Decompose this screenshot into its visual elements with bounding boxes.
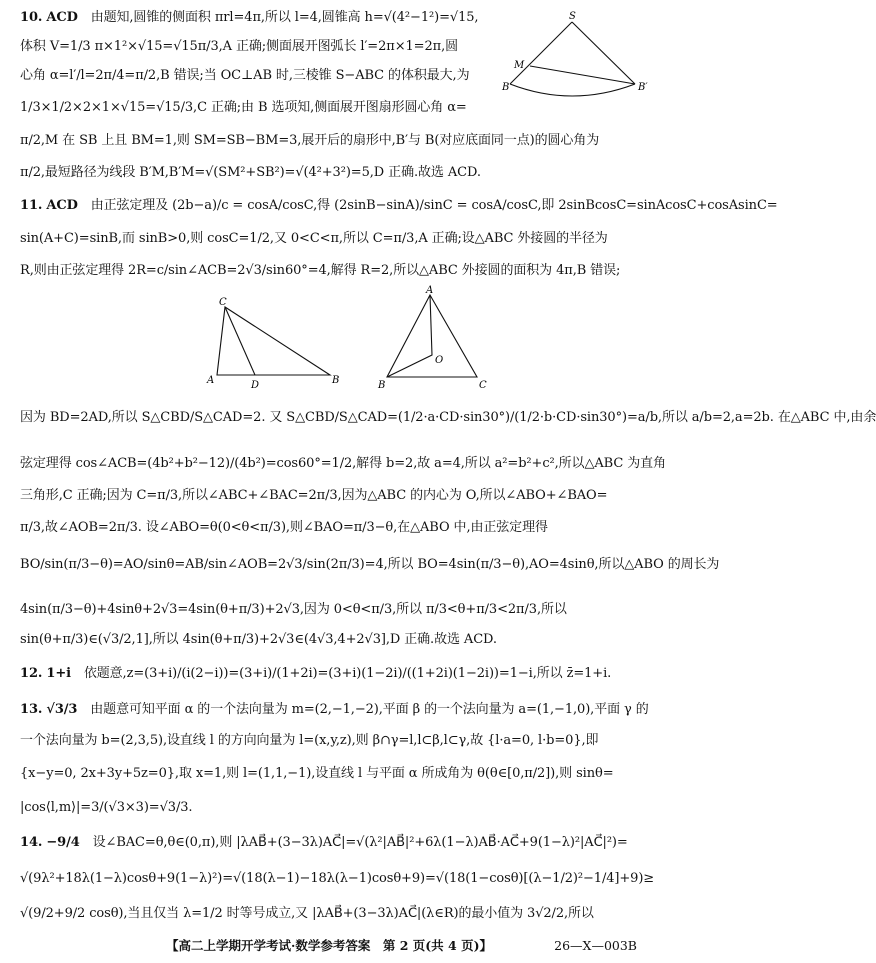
q11-answer: ACD bbox=[46, 198, 78, 213]
q14-text-1: 设∠BAC=θ,θ∈(0,π),则 |λAB⃗+(3−3λ)AC⃗|=√(λ²|AB⃗|²+6λ(1−λ)AB⃗·AC⃗+9(1−λ)²|AC⃗|²)= bbox=[92, 835, 628, 850]
q14-line-1 bbox=[20, 835, 659, 851]
q10-line-3: 心角 α=l′/l=2π/4=π/2,B 错误;当 OC⊥AB 时,三棱锥 S−ABC 的体积最大,为 bbox=[20, 68, 470, 83]
q11-line-2: sin(A+C)=sinB,而 sinB>0,则 cosC=1/2,又 0<C<π,所以 C=π/3,A 正确;设△ABC 外接圆的半径为 bbox=[20, 231, 608, 246]
q11-line-10: sin(θ+π/3)∈(√3/2,1],所以 4sin(θ+π/3)+2√3∈(4√3,4+2√3],D 正确.故选 ACD. bbox=[20, 632, 497, 647]
q10-line-2: 体积 V=1/3 π×1²×√15=√15π/3,A 正确;侧面展开图弧长 l′=2π×1=2π,圆 bbox=[20, 39, 459, 54]
label-a: A bbox=[207, 375, 215, 386]
q10-answer: ACD bbox=[46, 10, 78, 25]
label-o: O bbox=[435, 355, 444, 366]
q11-line-7: π/3,故∠AOB=2π/3. 设∠ABO=θ(0<θ<π/3),则∠BAO=π/3−θ,在△ABO 中,由正弦定理得 bbox=[20, 520, 548, 535]
q12-line bbox=[20, 666, 659, 682]
footer-code: 26—X—003B bbox=[554, 938, 637, 953]
label-s: S bbox=[569, 11, 576, 22]
label-b-prime: B′ bbox=[638, 82, 648, 93]
q13-number: 13. bbox=[20, 702, 43, 717]
sector-edge-left bbox=[510, 22, 572, 84]
q13-answer: √3/3 bbox=[46, 702, 78, 717]
q13-text-1: 由题意可知平面 α 的一个法向量为 m=(2,−1,−2),平面 β 的一个法向量为 a=(1,−1,0),平面 γ 的 bbox=[90, 702, 649, 717]
q11-text-1: 由正弦定理及 (2b−a)/c = cosA/cosC,得 (2sinB−sinA)/sinC = cosA/cosC,即 2sinBcosC=sinAcosC+cosAsinC= bbox=[90, 198, 778, 213]
triangle-abc bbox=[387, 295, 477, 377]
label-d: D bbox=[251, 380, 260, 391]
q13-line-2: 一个法向量为 b=(2,3,5),设直线 l 的方向向量为 l=(x,y,z),则 β∩γ=l,l⊂β,l⊂γ,故 {l·a=0, l·b=0},即 bbox=[20, 733, 599, 748]
q11-line-5: 弦定理得 cos∠ACB=(4b²+b²−12)/(4b²)=cos60°=1/2,解得 b=2,故 a=4,所以 a²=b²+c²,所以△ABC 为直角 bbox=[20, 456, 666, 471]
q11-number: 11. bbox=[20, 198, 43, 213]
q12-text: 依题意,z=(3+i)/(i(2−i))=(3+i)/(1+2i)=(3+i)(1−2i)/((1+2i)(1−2i))=1−i,所以 z̄=1+i. bbox=[83, 666, 612, 681]
q12-number: 12. bbox=[20, 666, 43, 681]
q11-line-4: 因为 BD=2AD,所以 S△CBD/S△CAD=2. 又 S△CBD/S△CAD=(1/2·a·CD·sin30°)/(1/2·b·CD·sin30°)=a/b,所以 a/b=2,a=2b. 在△ABC 中,由余 bbox=[20, 410, 876, 425]
q11-line-3: R,则由正弦定理得 2R=c/sin∠ACB=2√3/sin60°=4,解得 R=2,所以△ABC 外接圆的面积为 4π,B 错误; bbox=[20, 263, 621, 278]
q11-line-9: 4sin(π/3−θ)+4sinθ+2√3=4sin(θ+π/3)+2√3,因为 0<θ<π/3,所以 π/3<θ+π/3<2π/3,所以 bbox=[20, 602, 567, 617]
q14-line-2: √(9λ²+18λ(1−λ)cosθ+9(1−λ)²)=√(18(λ−1)−18λ(λ−1)cosθ+9)=√(18(1−cosθ)[(λ−1/2)²−1/4]+9)≥ bbox=[20, 871, 655, 886]
q14-line-3: √(9/2+9/2 cosθ),当且仅当 λ=1/2 时等号成立,又 |λAB⃗+(3−3λ)AC⃗|(λ∈R)的最小值为 3√2/2,所以 bbox=[20, 906, 594, 921]
q10-line-5: π/2,M 在 SB 上且 BM=1,则 SM=SB−BM=3,展开后的扇形中,B′与 B(对应底面同一点)的圆心角为 bbox=[20, 133, 600, 148]
label-b: B bbox=[378, 380, 386, 391]
q10-line-6: π/2,最短路径为线段 B′M,B′M=√(SM²+SB²)=√(4²+3²)=5,D 正确.故选 ACD. bbox=[20, 165, 481, 180]
label-m: M bbox=[514, 60, 525, 71]
label-a: A bbox=[426, 285, 434, 296]
q10-text-1: 由题知,圆锥的侧面积 πrl=4π,所以 l=4,圆锥高 h=√(4²−1²)=√15, bbox=[90, 10, 479, 25]
q11-line-1 bbox=[20, 198, 778, 214]
triangle-figure-abco bbox=[375, 285, 495, 395]
q11-line-6: 三角形,C 正确;因为 C=π/3,所以∠ABC+∠BAC=2π/3,因为△ABC 的内心为 O,所以∠ABO+∠BAO= bbox=[20, 488, 608, 503]
q13-line-4: |cos⟨l,m⟩|=3/(√3×3)=√3/3. bbox=[20, 800, 193, 815]
triangle-figure-abcd bbox=[205, 295, 345, 390]
label-b: B bbox=[502, 82, 510, 93]
q10-number: 10. bbox=[20, 10, 43, 25]
q11-line-8: BO/sin(π/3−θ)=AO/sinθ=AB/sin∠AOB=2√3/sin(2π/3)=4,所以 BO=4sin(π/3−θ),AO=4sinθ,所以△ABO 的周长为 bbox=[20, 557, 720, 572]
sector-arc bbox=[510, 84, 635, 96]
label-c: C bbox=[479, 380, 487, 391]
q14-answer: −9/4 bbox=[46, 835, 80, 850]
triangle-abc bbox=[217, 307, 330, 375]
cone-net-figure bbox=[500, 8, 660, 103]
footer-title: 【高二上学期开学考试·数学参考答案 第 2 页(共 4 页)】 bbox=[166, 938, 492, 953]
q10-line-4: 1/3×1/2×2×1×√15=√15/3,C 正确;由 B 选项知,侧面展开图扇形圆心角 α= bbox=[20, 100, 467, 115]
label-b: B bbox=[332, 375, 340, 386]
q13-line-1 bbox=[20, 702, 659, 718]
label-c: C bbox=[219, 297, 227, 308]
q14-number: 14. bbox=[20, 835, 43, 850]
q12-answer: 1+i bbox=[46, 666, 71, 681]
q13-line-3: {x−y=0, 2x+3y+5z=0},取 x=1,则 l=(1,1,−1),设直线 l 与平面 α 所成角为 θ(θ∈[0,π/2]),则 sinθ= bbox=[20, 766, 614, 781]
